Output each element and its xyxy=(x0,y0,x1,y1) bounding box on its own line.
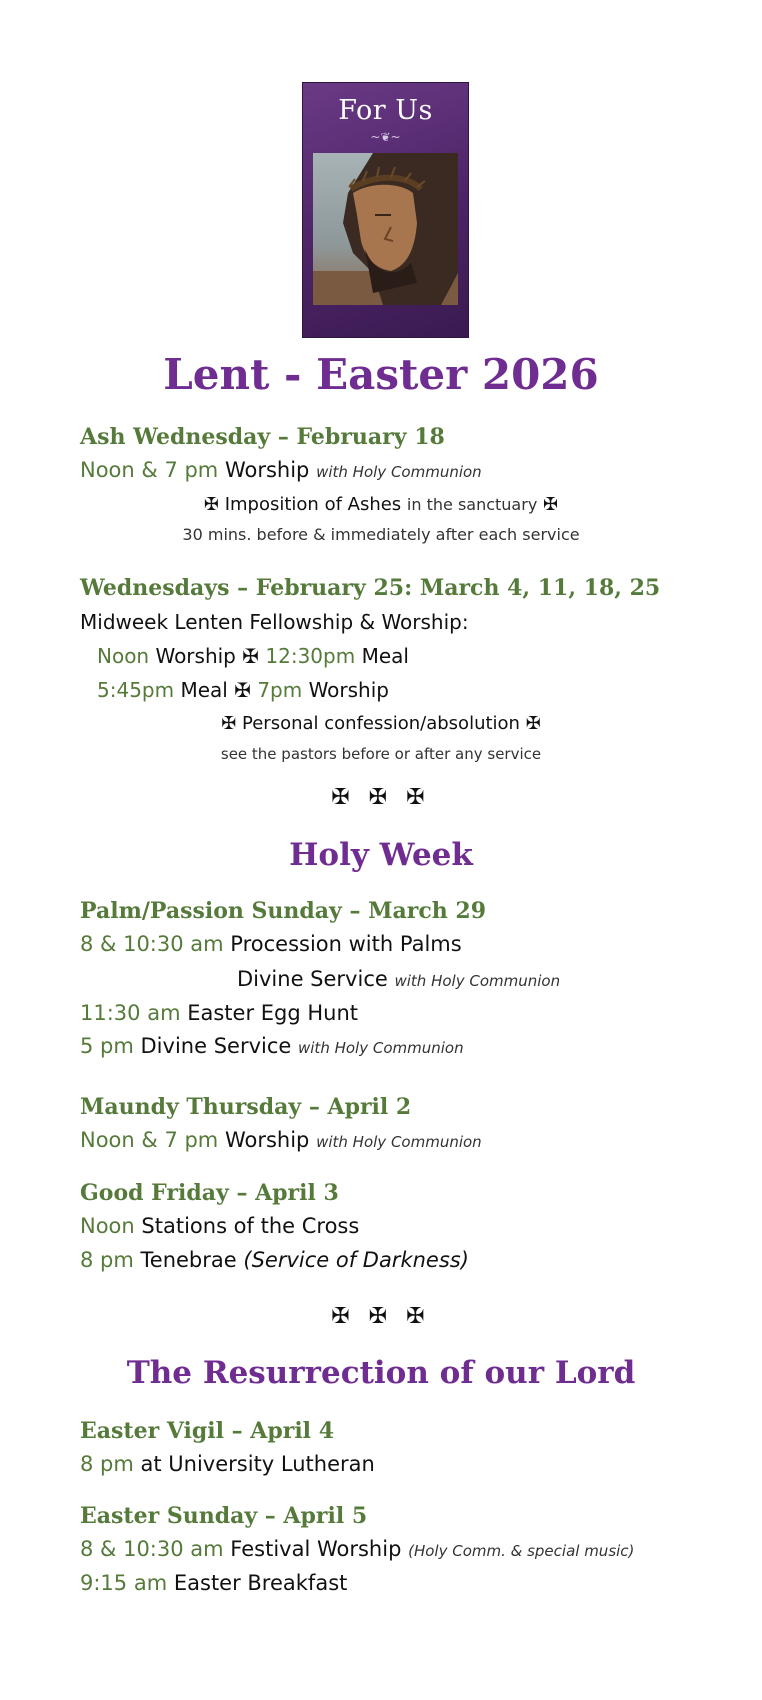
event: Tenebrae xyxy=(140,1248,237,1272)
event: Imposition of Ashes xyxy=(224,494,402,515)
time: 12:30pm xyxy=(265,644,356,668)
note: (Holy Comm. & special music) xyxy=(408,1542,635,1560)
event: at University Lutheran xyxy=(140,1452,375,1476)
holy-week-heading: Holy Week xyxy=(289,837,473,873)
time: 8 pm xyxy=(80,1248,134,1272)
palm-procession-line xyxy=(80,932,462,956)
event: Worship xyxy=(224,458,310,482)
cross-pattee-icon: ✠ xyxy=(203,494,219,515)
tenebrae-line xyxy=(80,1248,469,1272)
note: in the sanctuary xyxy=(406,495,538,514)
ashes-detail: 30 mins. before & immediately after each service xyxy=(182,525,580,544)
time: 5 pm xyxy=(80,1034,134,1058)
maundy-worship-line xyxy=(80,1128,482,1152)
time: 7pm xyxy=(257,678,303,702)
resurrection-heading: The Resurrection of our Lord xyxy=(126,1355,636,1391)
wednesdays-heading: Wednesdays – February 25: March 4, 11, 18, 25 xyxy=(80,575,661,601)
cross-pattee-icon: ✠ xyxy=(234,678,251,702)
note: with Holy Communion xyxy=(316,463,482,481)
cross-pattee-icon: ✠ xyxy=(525,713,541,734)
page-title: Lent - Easter 2026 xyxy=(163,350,599,399)
christ-portrait-image xyxy=(313,153,458,305)
palm-sunday-heading: Palm/Passion Sunday – March 29 xyxy=(80,898,487,924)
event: Easter Egg Hunt xyxy=(187,1001,359,1025)
time: Noon & 7 pm xyxy=(80,1128,219,1152)
time: 5:45pm xyxy=(97,678,175,702)
event: Meal xyxy=(180,678,228,702)
event: Worship xyxy=(308,678,389,702)
maundy-thursday-heading: Maundy Thursday – April 2 xyxy=(80,1094,412,1120)
section-divider: ✠ ✠ ✠ xyxy=(331,1304,431,1329)
time: 8 & 10:30 am xyxy=(80,1537,224,1561)
time: 11:30 am xyxy=(80,1001,181,1025)
cover-artwork xyxy=(302,82,469,338)
easter-breakfast-line xyxy=(80,1571,347,1595)
egg-hunt-line xyxy=(80,1001,358,1025)
easter-vigil-heading: Easter Vigil – April 4 xyxy=(80,1418,334,1444)
note: (Service of Darkness) xyxy=(243,1248,469,1272)
time: Noon xyxy=(97,644,150,668)
easter-sunday-heading: Easter Sunday – April 5 xyxy=(80,1503,368,1529)
palm-divine-service-line xyxy=(237,967,560,991)
section-divider: ✠ ✠ ✠ xyxy=(331,785,431,810)
note: with Holy Communion xyxy=(394,972,561,990)
wednesday-evening-line xyxy=(97,678,389,702)
time: 8 pm xyxy=(80,1452,134,1476)
note: with Holy Communion xyxy=(298,1039,464,1057)
event: Meal xyxy=(361,644,409,668)
vigil-line xyxy=(80,1452,375,1476)
event: Divine Service xyxy=(140,1034,292,1058)
event: Worship xyxy=(224,1128,310,1152)
wednesday-noon-line xyxy=(97,644,409,668)
time: 9:15 am xyxy=(80,1571,168,1595)
event: Divine Service xyxy=(237,967,388,991)
cover-flourish: ~❦~ xyxy=(370,130,401,144)
event: Festival Worship xyxy=(230,1537,402,1561)
time: Noon & 7 pm xyxy=(80,458,219,482)
note: with Holy Communion xyxy=(316,1133,482,1151)
festival-worship-line xyxy=(80,1537,634,1561)
event: Stations of the Cross xyxy=(141,1214,360,1238)
event: Personal confession/absolution xyxy=(242,713,520,734)
time: 8 & 10:30 am xyxy=(80,932,224,956)
confession-note: see the pastors before or after any service xyxy=(220,745,542,763)
event: Easter Breakfast xyxy=(173,1571,348,1595)
cross-pattee-icon: ✠ xyxy=(543,494,559,515)
event: Worship xyxy=(155,644,236,668)
imposition-of-ashes-line xyxy=(0,494,762,515)
cover-title: For Us xyxy=(338,95,433,126)
midweek-intro: Midweek Lenten Fellowship & Worship: xyxy=(80,610,469,634)
cross-pattee-icon: ✠ xyxy=(221,713,237,734)
ash-wednesday-heading: Ash Wednesday – February 18 xyxy=(80,424,445,450)
stations-line xyxy=(80,1214,359,1238)
confession-line xyxy=(0,713,762,734)
good-friday-heading: Good Friday – April 3 xyxy=(80,1180,339,1206)
cross-pattee-icon: ✠ xyxy=(242,644,260,668)
palm-evening-service-line xyxy=(80,1034,464,1058)
ash-wednesday-worship-line xyxy=(80,458,482,482)
event: Procession with Palms xyxy=(230,932,462,956)
time: Noon xyxy=(80,1214,135,1238)
